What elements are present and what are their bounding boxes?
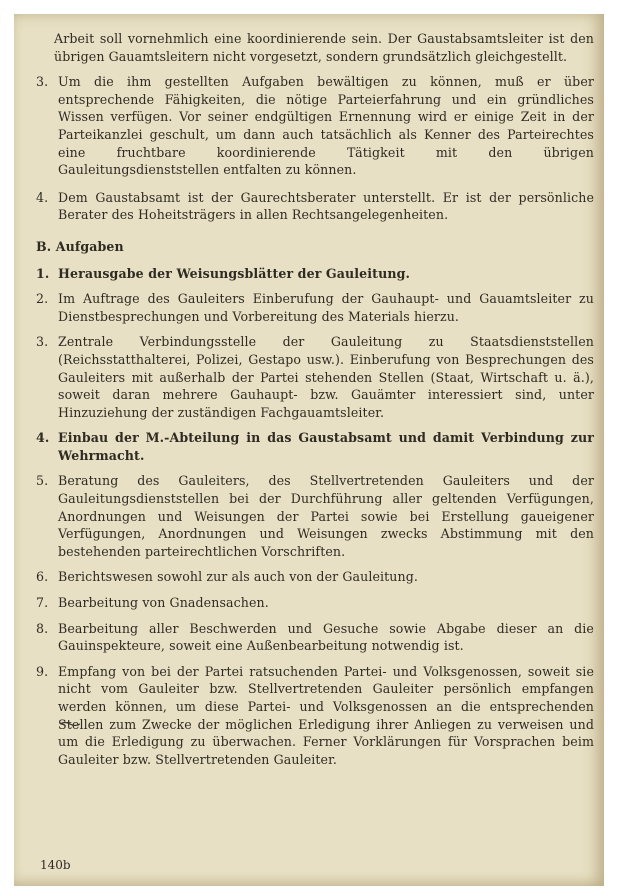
task-item xyxy=(36,620,594,655)
item-text: Beratung des Gauleiters, des Stellvertretenden Gauleiters und der Gauleitungsdienststellen bei der Durchführung aller geltenden Verfügungen, Anordnungen und Weisungen der Partei sowie bei Erstellung gaueigener Verfügungen, Anordnungen und Weisungen zwecks Abstimmung mit den bestehenden parteirechtlichen Vorschriften. xyxy=(58,473,594,559)
page-text xyxy=(36,30,594,776)
page-number: 140b xyxy=(40,858,71,872)
task-item xyxy=(36,290,594,325)
item-text: Um die ihm gestellten Aufgaben bewältigen zu können, muß er über entsprechende Fähigkeiten, die nötige Parteierfahrung und ein gründliches Wissen verfügen. Vor seiner endgültigen Ernennung wird er einige Zeit in der Parteikanzlei geschult, um dann auch tatsächlich als Kenner des Parteirechtes eine fruchtbare koordinierende Tätigkeit mit den übrigen Gauleitungsdienststellen entfalten zu können. xyxy=(58,74,594,178)
item-text: Im Auftrage des Gauleiters Einberufung der Gauhaupt- und Gauamtsleiter zu Dienstbesprechungen und Vorbereitung des Materials hierzu. xyxy=(58,291,594,324)
task-item xyxy=(36,568,594,586)
item-number: 2. xyxy=(36,291,49,307)
intro-paragraph: Arbeit soll vornehmlich eine koordinierende sein. Der Gaustabsamtsleiter ist den übrigen Gauamtsleitern nicht vorgesetzt, sondern grundsätzlich gleichgestellt. xyxy=(54,31,594,64)
tasks-list xyxy=(36,265,594,769)
item-number: 1. xyxy=(36,265,50,281)
item-number: 4. xyxy=(36,430,50,446)
pen-mark-icon xyxy=(59,721,81,727)
item-text: Einbau der M.-Abteilung in das Gaustabsamt und damit Verbindung zur Wehrmacht. xyxy=(58,430,594,463)
item-text: Empfang von bei der Partei ratsuchenden Partei- und Volksgenossen, soweit sie nicht vom Gauleiter bzw. Stellvertretenden Gauleiter persönlich empfangen werden können, um diese Partei- und Volksgenossen an die entsprechenden Stellen zum Zwecke der möglichen Erledigung ihrer Anliegen zu verweisen und um die Erledigung zu überwachen. Ferner Vorklärungen für Vorsprachen beim Gauleiter bzw. Stellvertretenden Gauleiter. xyxy=(58,663,594,767)
item-number: 4. xyxy=(36,189,49,205)
task-item xyxy=(36,663,594,769)
item-number: 3. xyxy=(36,74,49,90)
item-text: Berichtswesen sowohl zur als auch von der Gauleitung. xyxy=(58,569,418,585)
item-number: 3. xyxy=(36,334,49,350)
item-text: Herausgabe der Weisungsblätter der Gauleitung. xyxy=(58,265,410,281)
task-item xyxy=(36,333,594,421)
item-number: 8. xyxy=(36,620,49,636)
item-number: 7. xyxy=(36,595,49,611)
item-text: Bearbeitung aller Beschwerden und Gesuche sowie Abgabe dieser an die Gauinspekteure, soweit eine Außenbearbeitung notwendig ist. xyxy=(58,620,594,654)
task-item xyxy=(36,472,594,560)
item-text: Bearbeitung von Gnadensachen. xyxy=(58,595,269,611)
item-number: 9. xyxy=(36,663,49,679)
item-number: 5. xyxy=(36,473,49,489)
item-number: 6. xyxy=(36,569,49,585)
item-text: Zentrale Verbindungsstelle der Gauleitung zu Staatsdienststellen (Reichsstatthalterei, Polizei, Gestapo usw.). Einberufung von Besprechungen des Gauleiters mit außerhalb der Partei stehenden Stellen (Staat, Wirtschaft u. ä.), soweit daran mehrere Gauhaupt- bzw. Gauämter interessiert sind, unter Hinzuziehung der zuständigen Fachgauamtsleiter. xyxy=(58,334,594,420)
section-a-item xyxy=(36,73,594,179)
document-page xyxy=(14,14,604,886)
section-heading: B. Aufgaben xyxy=(36,238,124,254)
item-text: Dem Gaustabsamt ist der Gaurechtsberater unterstellt. Er ist der persönliche Berater des Hoheitsträgers in allen Rechtsangelegenheiten. xyxy=(58,189,594,223)
task-item xyxy=(36,429,594,464)
section-a-item xyxy=(36,189,594,224)
task-item xyxy=(36,594,594,612)
task-item xyxy=(36,265,594,283)
